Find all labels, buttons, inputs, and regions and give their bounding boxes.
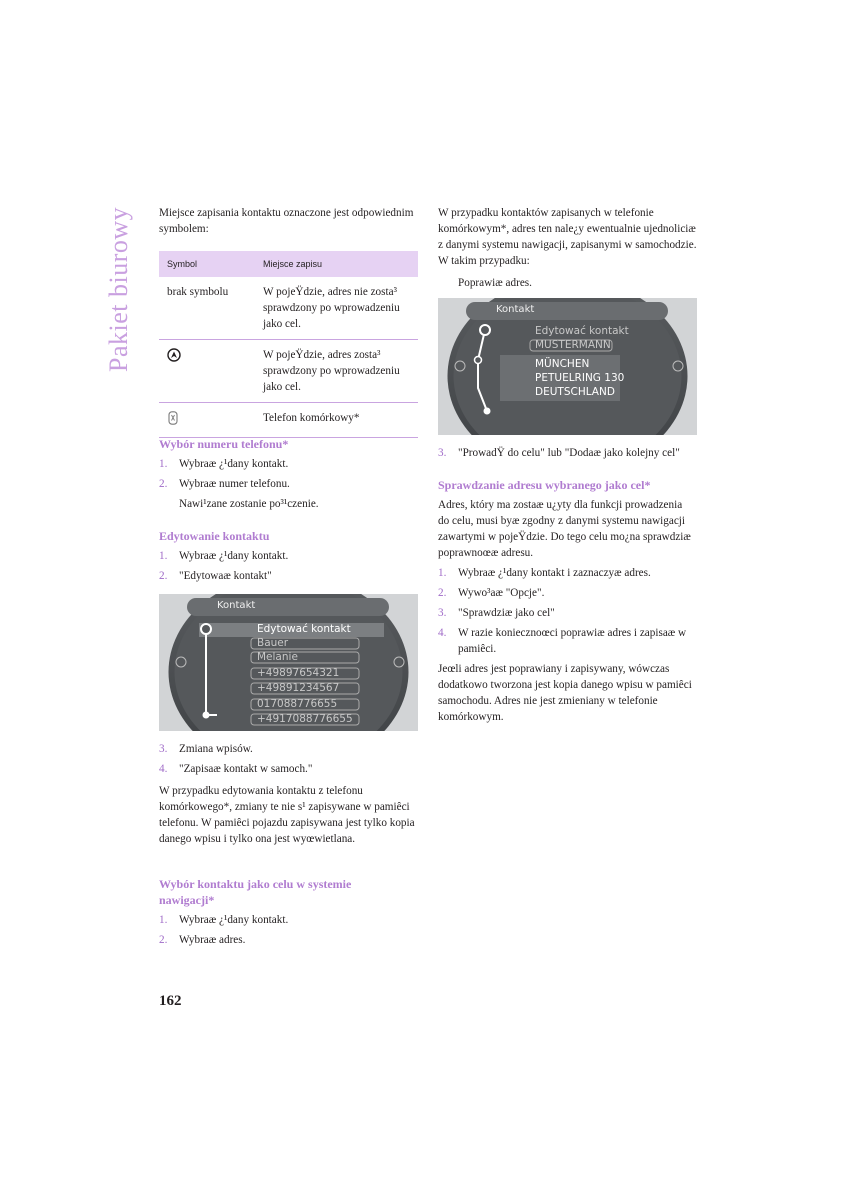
table-header-symbol: Symbol <box>159 251 255 277</box>
section-check-address <box>438 477 700 725</box>
section-heading: Wybór numeru telefonu* <box>159 437 289 451</box>
symbol-table <box>159 251 418 438</box>
list-item: 4. "Zapisaæ kontakt w samoch." <box>159 763 313 775</box>
section-heading: Edytowanie kontaktu <box>159 529 270 543</box>
display-screenshot-address <box>438 298 697 435</box>
section-dial-number <box>159 436 419 512</box>
phone-icon <box>167 411 179 425</box>
section-heading: Wybór kontaktu jako celu w systemie nawigacji* <box>159 877 352 907</box>
list-item: 2. Wybraæ adres. <box>159 934 246 946</box>
screen-row: Bauer <box>257 637 289 649</box>
section-edit-contact <box>159 528 419 584</box>
list-item: 1. Wybraæ ¿¹dany kontakt. <box>159 458 289 470</box>
list-item: 2. "Edytowaæ kontakt" <box>159 570 272 582</box>
paragraph: Jeœli adres jest poprawiany i zapisywany, wówczas dodatkowo tworzona jest kopia danego wpisu w pamiêci samochodu. Adres nie jest zmieniany w telefonie komórkowym. <box>438 663 692 723</box>
screen-row: Edytować kontakt <box>535 325 629 337</box>
table-cell-symbol: brak symbolu <box>159 277 255 340</box>
list-item: 2. Wybraæ numer telefonu. <box>159 478 290 490</box>
screen-title: Kontakt <box>217 600 256 611</box>
screen-row: 017088776655 <box>257 698 338 710</box>
display-screenshot-edit <box>159 594 418 731</box>
screen-row-selected: DEUTSCHLAND <box>535 386 615 398</box>
list-item: 2. Wywo³aæ "Opcje". <box>438 587 545 599</box>
table-header-location: Miejsce zapisu <box>255 251 418 277</box>
screen-title: Kontakt <box>496 304 535 315</box>
screen-row-selected: Edytować kontakt <box>257 623 351 635</box>
list-item: 3. Zmiana wpisów. <box>159 743 253 755</box>
paragraph: W przypadku edytowania kontaktu z telefonu komórkowego*, zmiany te nie s¹ zapisywane w pamiêci telefonu. W pamiêci pojazdu zapisywana jest tylko kopia danego wpisu i tylko ona jest wyœwietlana. <box>159 785 415 845</box>
right-step-3 <box>438 445 700 461</box>
note: Nawi¹zane zostanie po³¹czenie. <box>179 498 319 510</box>
list-item: 1. Wybraæ ¿¹dany kontakt. <box>159 914 289 926</box>
list-item: 1. Wybraæ ¿¹dany kontakt. <box>159 550 289 562</box>
table-row <box>159 277 418 340</box>
screen-row-selected: PETUELRING 130 <box>535 372 625 384</box>
list-item: 3. "Sprawdziæ jako cel" <box>438 607 555 619</box>
side-section-title: Pakiet biurowy <box>104 206 133 372</box>
navigation-check-icon <box>167 348 181 362</box>
list-item: 4. W razie koniecznoœci poprawiæ adres i zapisaæ w pamiêci. <box>438 627 687 655</box>
page-number: 162 <box>159 993 182 1009</box>
paragraph: Adres, który ma zostaæ u¿yty dla funkcji prowadzenia do celu, musi byæ zgodny z danymi systemu nawigacji zawartymi w pojeŸdzie. Do tego celu mo¿na sprawdziæ poprawnoœæ adresu. <box>438 499 691 559</box>
screen-row: +49897654321 <box>257 667 340 679</box>
right-intro: W przypadku kontaktów zapisanych w telefonie komórkowym*, adres ten nale¿y ewentualnie ujednoliciæ z danymi systemu nawigacji, zapisanymi w samochodzie. W takim przypadku: Poprawiæ adres. <box>438 205 700 291</box>
section-heading: Sprawdzanie adresu wybranego jako cel* <box>438 478 651 492</box>
section-edit-contact-cont <box>159 741 419 847</box>
list-item: 1. Wybraæ ¿¹dany kontakt i zaznaczyæ adres. <box>438 567 651 579</box>
left-intro: Miejsce zapisania kontaktu oznaczone jest odpowiednim symbolem: <box>159 207 414 235</box>
screen-row: MUSTERMANN <box>535 339 611 351</box>
table-cell-text: W pojeŸdzie, adres nie zosta³ sprawdzony po wprowadzeniu jako cel. <box>255 277 418 340</box>
list-item: 3. "ProwadŸ do celu" lub "Dodaæ jako kolejny cel" <box>438 447 680 459</box>
screen-row: Melanie <box>257 651 298 663</box>
section-contact-as-destination <box>159 876 419 948</box>
table-row <box>159 403 418 438</box>
table-row <box>159 340 418 403</box>
note: Poprawiæ adres. <box>458 277 532 289</box>
screen-row: +49891234567 <box>257 682 340 694</box>
table-cell-text: W pojeŸdzie, adres zosta³ sprawdzony po wprowadzeniu jako cel. <box>255 340 418 403</box>
screen-row: +4917088776655 <box>257 713 353 725</box>
table-cell-text: Telefon komórkowy* <box>255 403 418 438</box>
screen-row-selected: MÜNCHEN <box>535 358 590 370</box>
